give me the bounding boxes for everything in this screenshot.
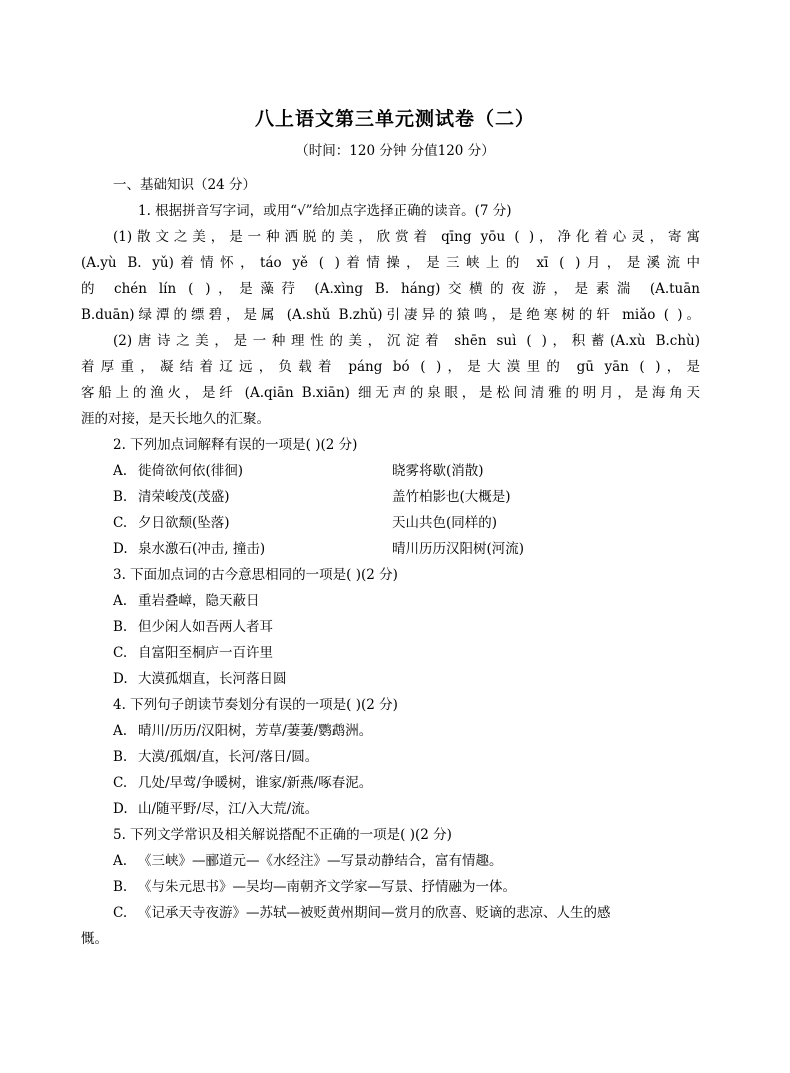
option-label: D.: [113, 671, 128, 687]
exam-time-score: （时间：120 分钟 分值120 分）: [295, 143, 495, 159]
question-1-stem: 1. 根据拼音写字词，或用“√”给加点字选择正确的读音。(7 分): [138, 203, 512, 219]
question-1-text-line: B.duān)绿潭的缥碧，是属 (A.shǔ B.zhǔ)引凄异的猿鸣，是绝寒树的轩 miǎo ( )。: [81, 307, 700, 323]
option-text-continuation: 慨。: [81, 931, 108, 947]
option-label: B.: [113, 489, 128, 505]
option-label: C.: [113, 775, 128, 791]
option-left: 泉水激石(冲击, 撞击): [138, 541, 266, 557]
option-label: A.: [113, 593, 128, 609]
question-1-text-line: 的 chén lín ( )，是藻荇 (A.xìng B. háng)交横的夜游，是素湍 (A.tuān: [81, 281, 700, 297]
question-2-stem: 2. 下列加点词解释有误的一项是( )(2 分): [113, 437, 358, 453]
option-label: A.: [113, 463, 128, 479]
question-3-stem: 3. 下面加点词的古今意思相同的一项是( )(2 分): [113, 567, 398, 583]
option-label: A.: [113, 853, 128, 869]
option-left: 徙倚欲何依(徘徊): [138, 463, 244, 479]
option-text: 自富阳至桐庐一百许里: [138, 645, 273, 661]
option-label: C.: [113, 515, 128, 531]
question-1-text-line: 着厚重，凝结着辽远，负载着 páng bó ( )，是大漠里的 gū yān ( )，是: [81, 359, 700, 375]
option-text: 几处/早莺/争暖树，谁家/新燕/啄春泥。: [138, 775, 373, 791]
option-text: 晴川/历历/汉阳树，芳草/萋萋/鹦鹉洲。: [138, 723, 373, 739]
option-label: B.: [113, 749, 128, 765]
option-label: B.: [113, 619, 128, 635]
option-label: B.: [113, 879, 128, 895]
option-right: 晓雾将歇(消散): [392, 463, 484, 479]
option-text: 《三峡》—郦道元—《水经注》—写景动静结合，富有情趣。: [138, 853, 503, 869]
question-5-stem: 5. 下列文学常识及相关解说搭配不正确的一项是( )(2 分): [113, 827, 452, 843]
option-right: 晴川历历汉阳树(河流): [392, 541, 525, 557]
option-label: D.: [113, 801, 128, 817]
question-4-stem: 4. 下列句子朗读节奏划分有误的一项是( )(2 分): [113, 697, 398, 713]
section-heading: 一、基础知识（24 分）: [113, 177, 256, 193]
option-text: 但少闲人如吾两人者耳: [138, 619, 273, 635]
option-text: 《记承天寺夜游》—苏轼—被贬黄州期间—赏月的欣喜、贬谪的悲凉、人生的感: [138, 905, 611, 921]
question-1-text-line: 客船上的渔火，是纤 (A.qiān B.xiān) 细无声的泉眼，是松间清雅的明月，是海角天: [81, 385, 700, 401]
question-1-text-line: (2)唐诗之美，是一种理性的美，沉淀着 shēn suì ( )，积蓄(A.xù B.chù): [113, 333, 700, 349]
option-right: 天山共色(同样的): [392, 515, 498, 531]
option-label: A.: [113, 723, 128, 739]
option-label: C.: [113, 645, 128, 661]
question-1-text-line: (A.yù B. yǔ)着情怀，táo yě ( )着情操，是三峡上的 xī ( )月，是溪流中: [81, 255, 700, 271]
option-label: D.: [113, 541, 128, 557]
question-1-text-line: 涯的对接，是天长地久的汇聚。: [81, 411, 270, 427]
option-right: 盖竹柏影也(大概是): [392, 489, 511, 505]
option-text: 《与朱元思书》—吴均—南朝齐文学家—写景、抒情融为一体。: [138, 879, 516, 895]
option-left: 夕日欲颓(坠落): [138, 515, 230, 531]
option-label: C.: [113, 905, 128, 921]
option-text: 大漠孤烟直，长河落日圆: [138, 671, 287, 687]
question-1-text-line: (1)散文之美，是一种洒脱的美，欣赏着 qīng yōu ( )，净化着心灵，寄寓: [113, 229, 700, 245]
option-left: 清荣峻茂(茂盛): [138, 489, 230, 505]
option-text: 山/随平野/尽，江/入大荒/流。: [138, 801, 319, 817]
page-title: 八上语文第三单元测试卷（二）: [254, 108, 535, 130]
option-text: 重岩叠嶂，隐天蔽日: [138, 593, 260, 609]
option-text: 大漠/孤烟/直，长河/落日/圆。: [138, 749, 319, 765]
